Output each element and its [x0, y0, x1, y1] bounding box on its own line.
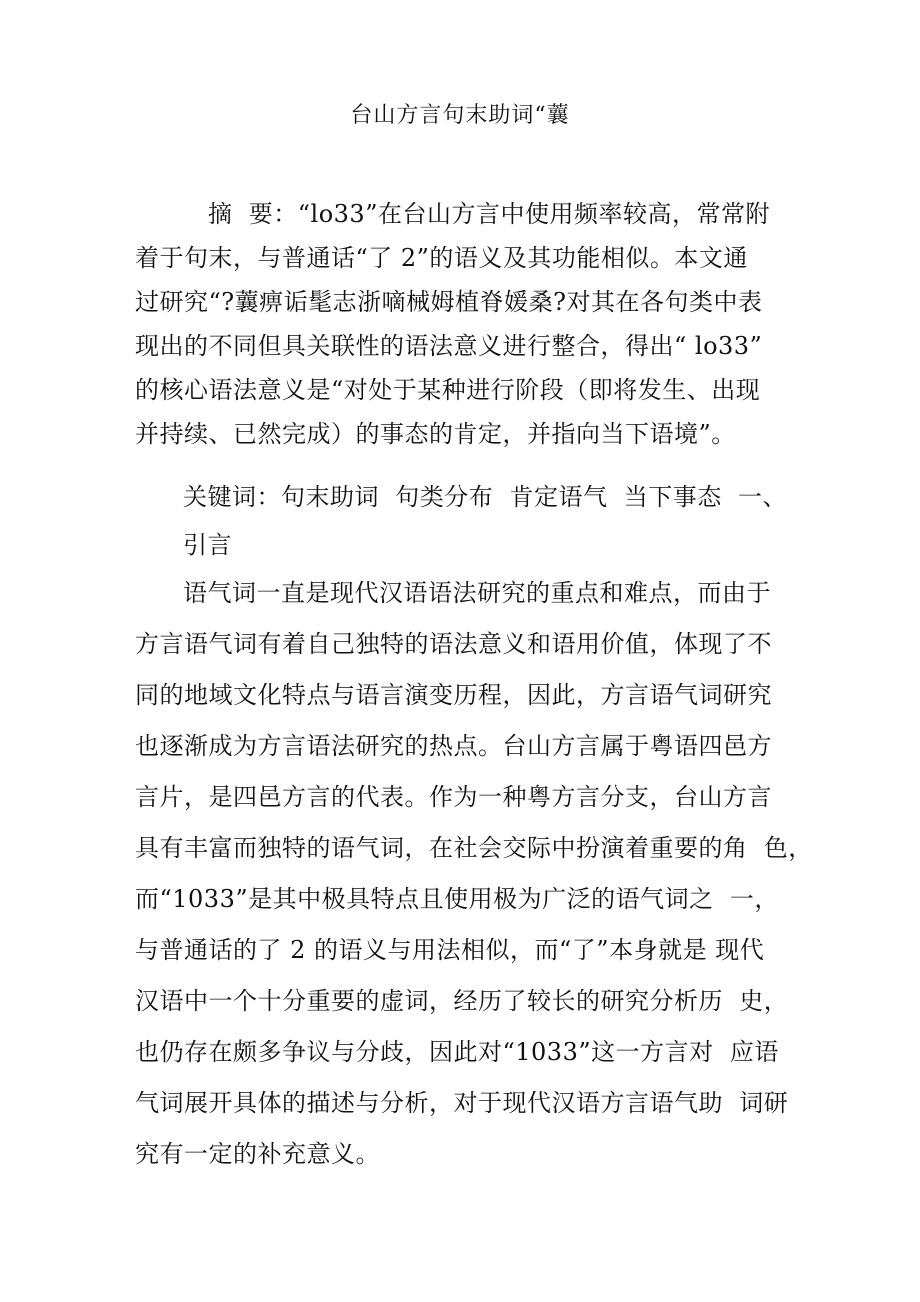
- abstract-line: 现出的不同但具关联性的语法意义进行整合，得出“ lo33”: [135, 332, 763, 360]
- body-line: 究有一定的补充意义。: [135, 1140, 380, 1168]
- abstract-line: 的核心语法意义是“对处于某种进行阶段（即将发生、出现: [135, 376, 761, 404]
- keywords-line: 关键词：句末助词 句类分布 肯定语气 当下事态 一、: [183, 483, 788, 511]
- body-line: 也逐渐成为方言语法研究的热点。台山方言属于粤语四邑方: [135, 732, 772, 760]
- document-title: 台山方言句末助词“蘘: [350, 103, 570, 128]
- body-line: 方言语气词有着自己独特的语法意义和语用价值，体现了不: [135, 630, 772, 658]
- body-line: 气词展开具体的描述与分析，对于现代汉语方言语气助 词研: [135, 1089, 789, 1117]
- body-line: 语气词一直是现代汉语语法研究的重点和难点，而由于: [183, 579, 771, 607]
- body-line: 也仍存在颇多争议与分歧，因此对“1033”这一方言对 应语: [135, 1038, 779, 1066]
- body-line: 与普通话的了 2 的语义与用法相似，而“了”本身就是 现代: [135, 936, 765, 964]
- abstract-line: 着于句末，与普通话“了 2”的语义及其功能相似。本文通: [135, 244, 748, 272]
- body-line: 同的地域文化特点与语言演变历程，因此，方言语气词研究: [135, 681, 772, 709]
- abstract-line: 摘 要：“lo33”在台山方言中使用频率较高，常常附: [208, 200, 770, 228]
- body-line: 汉语中一个十分重要的虚词，经历了较长的研究分析历 史，: [135, 987, 789, 1015]
- abstract-line: 并持续、已然完成）的事态的肯定，并指向当下语境”。: [135, 420, 736, 448]
- body-line: 而“1033”是其中极具特点且使用极为广泛的语气词之 一，: [135, 885, 779, 913]
- body-line: 言片，是四邑方言的代表。作为一种粤方言分支，台山方言: [135, 783, 772, 811]
- section-heading: 引言: [183, 531, 232, 559]
- body-line: 具有丰富而独特的语气词，在社会交际中扮演着重要的角 色，: [135, 834, 813, 862]
- abstract-line: 过研究“?蘘痹诟髦志浙嘀械姆植脊媛桑?对其在各句类中表: [135, 288, 763, 316]
